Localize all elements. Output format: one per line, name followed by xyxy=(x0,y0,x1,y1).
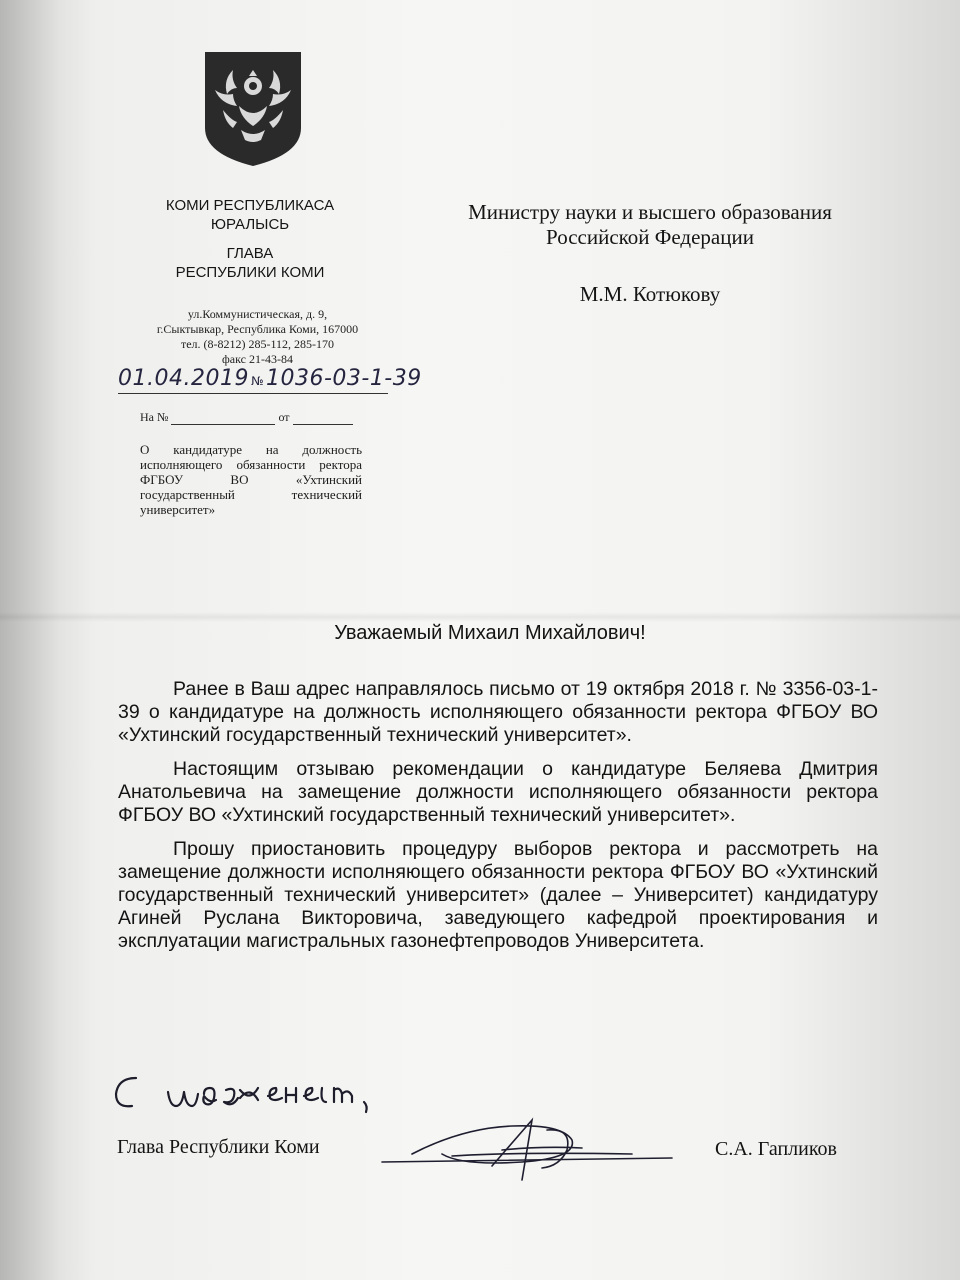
recipient-block xyxy=(420,200,880,307)
salutation: Уважаемый Михаил Михайлович! xyxy=(334,622,646,644)
sender-address xyxy=(120,307,395,367)
recipient-name: М.М. Котюкову xyxy=(579,282,721,306)
signer-title: Глава Республики Коми xyxy=(117,1136,320,1158)
address-line: ул.Коммунистическая, д. 9, xyxy=(187,307,328,321)
handwritten-closing xyxy=(108,1068,408,1118)
letter-subject: О кандидатуре на должность исполняющего обязанности ректора ФГБОУ ВО «Ухтинский государственный технический университет» xyxy=(140,442,362,517)
reply-number-blank xyxy=(171,412,275,425)
reply-date-blank xyxy=(293,412,353,425)
registration-number: 1036-03-1-39 xyxy=(265,366,422,391)
org-line-ru-2: РЕСПУБЛИКИ КОМИ xyxy=(175,264,325,281)
signature xyxy=(372,1110,682,1190)
address-line: тел. (8-8212) 285-112, 285-170 xyxy=(180,337,335,351)
reply-number-label: На № xyxy=(140,410,169,424)
page-shadow xyxy=(0,0,60,1280)
registration-date: 01.04.2019 xyxy=(118,366,249,391)
address-line: г.Сыктывкар, Республика Коми, 167000 xyxy=(156,322,359,336)
sender-block xyxy=(100,196,400,282)
body-paragraph: Ранее в Ваш адрес направлялось письмо от 19 октября 2018 г. № 3356-03-1-39 о кандидатуре на должность исполняющего обязанности ректора ФГБОУ ВО «Ухтинский государственный технический университет». xyxy=(118,678,878,746)
registration-underline xyxy=(118,393,388,394)
address-line: факс 21-43-84 xyxy=(222,352,293,366)
komi-coat-of-arms-icon xyxy=(203,50,303,168)
recipient-line-1: Министру науки и высшего образования xyxy=(468,200,832,224)
body-paragraph: Прошу приостановить процедуру выборов ректора и рассмотреть на замещение должности исполняющего обязанности ректора ФГБОУ ВО «Ухтинский государственный технический университет» (далее – Университет) кандидатуру Агиней Руслана Викторовича, заведующего кафедрой проектирования и эксплуатации магистральных газонефтепроводов Университета. xyxy=(118,838,878,952)
letter-body xyxy=(118,678,878,964)
body-paragraph: Настоящим отзываю рекомендации о кандидатуре Беляева Дмитрия Анатольевича на замещение должности исполняющего обязанности ректора ФГБОУ ВО «Ухтинский государственный технический университет». xyxy=(118,758,878,826)
signer-name: С.А. Гапликов xyxy=(715,1138,837,1160)
recipient-line-2: Российской Федерации xyxy=(546,225,754,249)
org-line-komi-2: ЮРАЛЫСЬ xyxy=(210,216,290,233)
org-line-ru-1: ГЛАВА xyxy=(226,245,274,262)
org-line-komi-1: КОМИ РЕСПУБЛИКАСА xyxy=(165,197,335,214)
number-sign: № xyxy=(250,374,264,388)
reply-reference-line xyxy=(140,410,400,425)
paper-fold xyxy=(0,612,960,622)
reply-from-label: от xyxy=(278,410,290,424)
